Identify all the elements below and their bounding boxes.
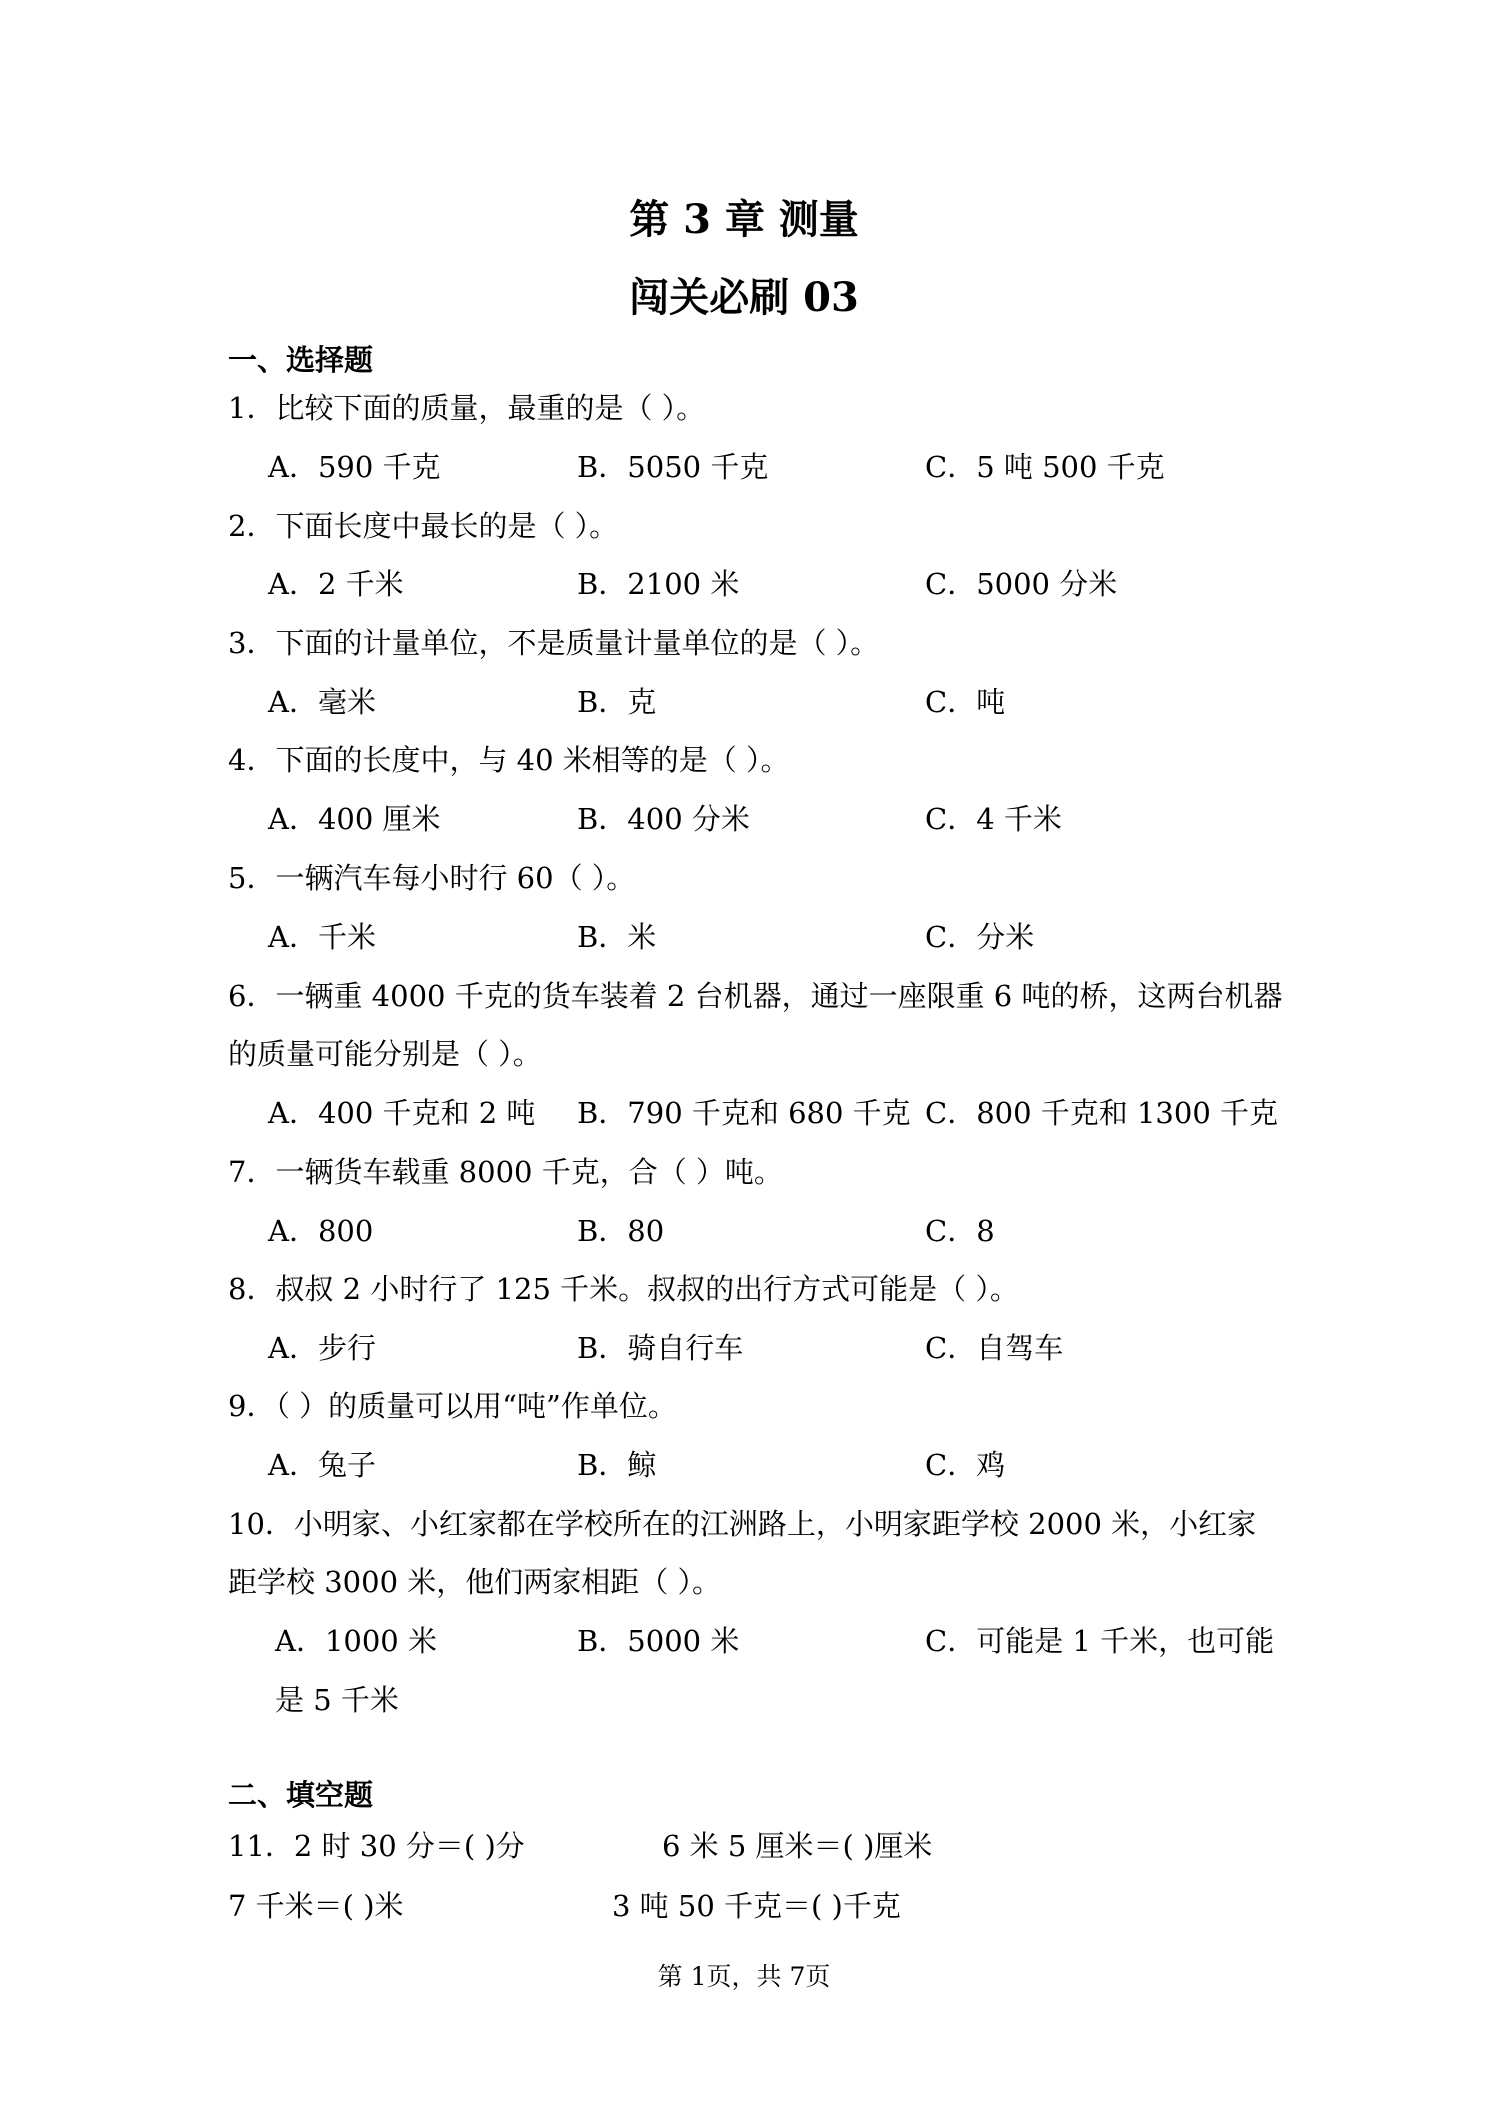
question-options <box>0 1211 1488 1251</box>
question-stem: 10．小明家、小红家都在学校所在的江洲路上，小明家距学校 2000 米，小红家 <box>228 1507 1257 1541</box>
option-c-continued: 是 5 千米 <box>275 1683 399 1717</box>
page-number: 第 1页，共 7页 <box>657 1962 831 1991</box>
option-a: A．400 千克和 2 吨 <box>268 1096 536 1130</box>
fill-blank-item: 6 米 5 厘米＝( )厘米 <box>662 1829 933 1863</box>
option-c: C．吨 <box>925 685 1006 719</box>
question-options <box>0 799 1488 839</box>
option-a: A．步行 <box>268 1331 376 1365</box>
option-b: B．克 <box>577 685 657 719</box>
question-stem: 8．叔叔 2 小时行了 125 千米。叔叔的出行方式可能是（ ）。 <box>228 1272 1019 1306</box>
question-stem: 6．一辆重 4000 千克的货车装着 2 台机器，通过一座限重 6 吨的桥，这两台机器 <box>228 979 1283 1013</box>
option-b: B．2100 米 <box>577 567 740 601</box>
option-b: B．80 <box>577 1214 665 1248</box>
option-b: B．米 <box>577 920 657 954</box>
question-stem: 1．比较下面的质量，最重的是（ ）。 <box>228 391 706 425</box>
option-c: C．8 <box>925 1214 995 1248</box>
option-c: C．可能是 1 千米，也可能 <box>925 1624 1275 1658</box>
section-heading-choice: 一、选择题 <box>228 343 374 377</box>
option-b: B．400 分米 <box>577 802 750 836</box>
option-c: C．4 千米 <box>925 802 1062 836</box>
fill-blank-item: 11．2 时 30 分＝( )分 <box>228 1829 525 1863</box>
question-stem: 7．一辆货车载重 8000 千克，合（ ）吨。 <box>228 1155 783 1189</box>
question-options <box>0 1328 1488 1368</box>
option-b: B．5050 千克 <box>577 450 769 484</box>
section-heading-fill: 二、填空题 <box>228 1778 374 1812</box>
option-b: B．鲸 <box>577 1448 657 1482</box>
option-a: A．2 千米 <box>268 567 404 601</box>
option-a: A．400 厘米 <box>268 802 441 836</box>
option-a: A．1000 米 <box>275 1624 437 1658</box>
question-options <box>0 1093 1488 1133</box>
chapter-title: 第 3 章 测量 <box>629 196 859 243</box>
question-options <box>0 447 1488 487</box>
page-subtitle: 闯关必刷 03 <box>629 274 859 321</box>
option-b: B．5000 米 <box>577 1624 740 1658</box>
question-options <box>0 1445 1488 1485</box>
question-stem: 5．一辆汽车每小时行 60（ ）。 <box>228 861 636 895</box>
question-options <box>0 682 1488 722</box>
option-c: C．5000 分米 <box>925 567 1118 601</box>
option-c: C．自驾车 <box>925 1331 1064 1365</box>
question-stem-continued: 的质量可能分别是（ ）。 <box>228 1037 542 1071</box>
question-options <box>0 1621 1488 1661</box>
option-c: C．5 吨 500 千克 <box>925 450 1165 484</box>
question-options <box>0 564 1488 604</box>
fill-blank-item: 7 千米＝( )米 <box>228 1889 404 1923</box>
option-a: A．千米 <box>268 920 376 954</box>
question-stem: 3．下面的计量单位，不是质量计量单位的是（ ）。 <box>228 626 880 660</box>
option-a: A．毫米 <box>268 685 376 719</box>
option-a: A．兔子 <box>268 1448 376 1482</box>
option-b: B．790 千克和 680 千克 <box>577 1096 911 1130</box>
option-a: A．590 千克 <box>268 450 441 484</box>
question-stem: 4．下面的长度中，与 40 米相等的是（ ）。 <box>228 743 790 777</box>
question-stem: 9．（ ）的质量可以用“吨”作单位。 <box>228 1389 677 1423</box>
fill-blank-item: 3 吨 50 千克＝( )千克 <box>612 1889 901 1923</box>
option-c: C．800 千克和 1300 千克 <box>925 1096 1278 1130</box>
option-b: B．骑自行车 <box>577 1331 744 1365</box>
question-stem: 2．下面长度中最长的是（ ）。 <box>228 509 619 543</box>
option-c: C．鸡 <box>925 1448 1006 1482</box>
option-c: C．分米 <box>925 920 1035 954</box>
question-options <box>0 917 1488 957</box>
option-a: A．800 <box>268 1214 374 1248</box>
question-stem-continued: 距学校 3000 米，他们两家相距（ ）。 <box>228 1565 721 1599</box>
